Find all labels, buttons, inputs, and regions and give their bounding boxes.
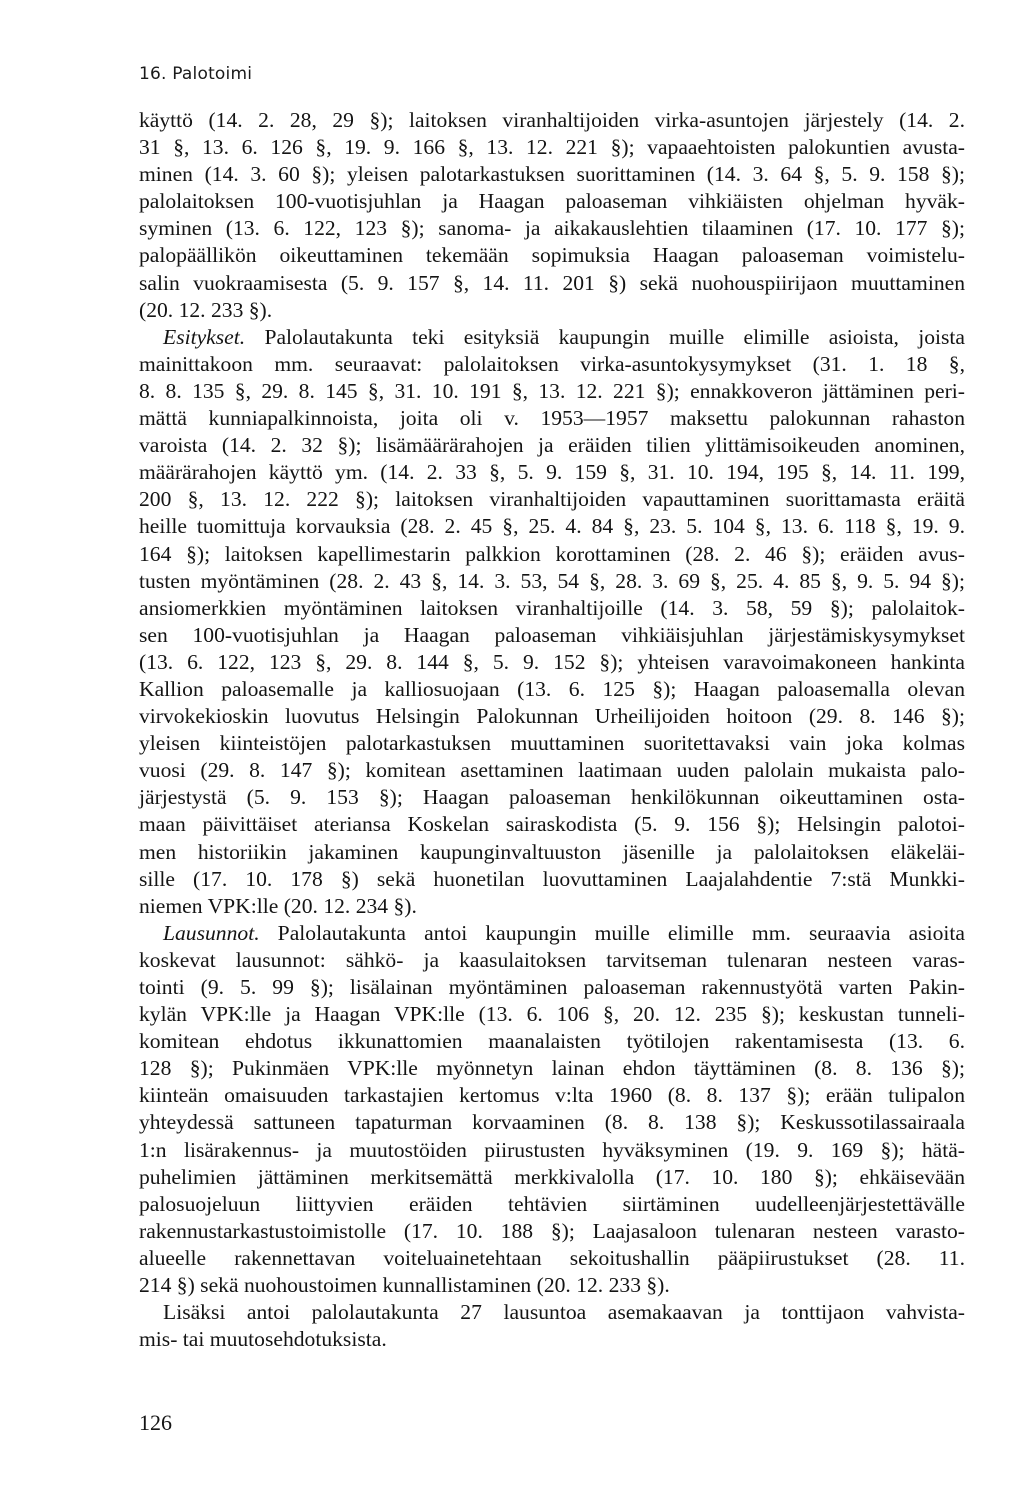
text-line-content: komitean ehdotus ikkunattomien maanalaisten työtilojen rakentamisesta (13. 6.	[139, 1029, 965, 1054]
text-line	[139, 1272, 965, 1299]
text-line	[139, 1245, 965, 1272]
text-line-content: vuosi (29. 8. 147 §); komitean asettaminen laatimaan uuden palolain mukaista palo-	[139, 758, 965, 783]
text-line-content: 214 §) sekä nuohoustoimen kunnallistaminen (20. 12. 233 §).	[139, 1273, 670, 1298]
text-line-content: alueelle rakennettavan voiteluainetehtaan sekoitushallin pääpiirustukset (28. 11.	[139, 1245, 965, 1270]
body-text	[139, 107, 965, 1353]
text-line	[139, 757, 965, 784]
text-line-content: 1:n lisärakennus- ja muutostöiden piirustusten hyväksyminen (19. 9. 169 §); hätä-	[139, 1137, 965, 1162]
text-line-content: yleisen kiinteistöjen palotarkastuksen muuttaminen suoritettavaksi vain joka kolmas	[139, 731, 965, 756]
text-line-content: virvokekioskin luovutus Helsingin Palokunnan Urheilijoiden hoitoon (29. 8. 146 §);	[139, 704, 965, 729]
text-line	[139, 1001, 965, 1028]
text-line	[139, 622, 965, 649]
text-line	[139, 920, 965, 947]
text-line	[139, 974, 965, 1001]
text-line	[139, 270, 965, 297]
text-line-content: Lisäksi antoi palolautakunta 27 lausuntoa asemakaavan ja tonttijaon vahvista-	[163, 1300, 965, 1325]
text-line-content: ansiomerkkien myöntäminen laitoksen viranhaltijoille (14. 3. 58, 59 §); palolaitok-	[139, 595, 965, 620]
text-line	[139, 1218, 965, 1245]
text-line	[139, 1299, 965, 1326]
text-line	[139, 893, 965, 920]
text-line-content: sille (17. 10. 178 §) sekä huonetilan luovuttaminen Laajalahdentie 7:stä Munkki-	[139, 866, 965, 891]
text-line	[139, 324, 965, 351]
text-line-content: mainittakoon mm. seuraavat: palolaitoksen virka-asuntokysymykset (31. 1. 18 §,	[139, 351, 965, 376]
text-line	[139, 297, 965, 324]
text-line-content: sen 100-vuotisjuhlan ja Haagan paloaseman vihkiäisjuhlan järjestämiskysymykset	[139, 622, 965, 647]
text-line-content: käyttö (14. 2. 28, 29 §); laitoksen viranhaltijoiden virka-asuntojen järjestely (14. 2.	[139, 108, 965, 132]
text-line-content: Palolautakunta teki esityksiä kaupungin muille elimille asioista, joista	[245, 324, 965, 349]
text-line	[139, 513, 965, 540]
text-line	[139, 161, 965, 188]
text-line-content: niemen VPK:lle (20. 12. 234 §).	[139, 893, 417, 918]
text-line	[139, 703, 965, 730]
text-line-content: salin vuokraamisesta (5. 9. 157 §, 14. 11. 201 §) sekä nuohouspiirijaon muuttaminen	[139, 270, 965, 295]
text-line	[139, 242, 965, 269]
text-line	[139, 188, 965, 215]
text-line	[139, 107, 965, 134]
text-line-content: määrärahojen käyttö ym. (14. 2. 33 §, 5. 9. 159 §, 31. 10. 194, 195 §, 14. 11. 199,	[139, 460, 965, 485]
text-line-content: minen (14. 3. 60 §); yleisen palotarkastuksen suorittaminen (14. 3. 64 §, 5. 9. 158 §);	[139, 162, 965, 187]
text-line-content: Palolautakunta antoi kaupungin muille elimille mm. seuraavia asioita	[259, 920, 965, 945]
text-line	[139, 1109, 965, 1136]
text-line	[139, 839, 965, 866]
text-line-content: heille tuomittuja korvauksia (28. 2. 45 §, 25. 4. 84 §, 23. 5. 104 §, 13. 6. 118 §, 19. 9.	[139, 514, 965, 539]
text-line-content: (13. 6. 122, 123 §, 29. 8. 144 §, 5. 9. 152 §); yhteisen varavoimakoneen hankinta	[139, 649, 965, 674]
text-line	[139, 1137, 965, 1164]
text-line-content: kiinteän omaisuuden tarkastajien kertomus v:lta 1960 (8. 8. 137 §); erään tulipalon	[139, 1083, 965, 1108]
text-line	[139, 730, 965, 757]
text-line	[139, 649, 965, 676]
text-line	[139, 866, 965, 893]
text-line-content: järjestystä (5. 9. 153 §); Haagan paloaseman henkilökunnan oikeuttaminen osta-	[139, 785, 965, 810]
text-line-content: puhelimien jättäminen merkitsemättä merkkivalolla (17. 10. 180 §); ehkäisevään	[139, 1164, 965, 1189]
text-line-content: tointi (9. 5. 99 §); lisälainan myöntäminen paloaseman rakennustyötä varten Pakin-	[139, 975, 965, 999]
text-line	[139, 541, 965, 568]
text-line-content: 31 §, 13. 6. 126 §, 19. 9. 166 §, 13. 12. 221 §); vapaaehtoisten palokuntien avusta-	[139, 135, 965, 160]
text-line	[139, 595, 965, 622]
text-line	[139, 215, 965, 242]
text-line-content: Kallion paloasemalle ja kalliosuojaan (13. 6. 125 §); Haagan paloasemalla olevan	[139, 676, 965, 701]
text-line-content: syminen (13. 6. 122, 123 §); sanoma- ja aikakauslehtien tilaaminen (17. 10. 177 §);	[139, 216, 965, 241]
text-line-content: palosuojeluun liittyvien eräiden tehtävien siirtäminen uudelleenjärjestettävälle	[139, 1191, 965, 1216]
text-line	[139, 432, 965, 459]
text-line	[139, 1191, 965, 1218]
text-line-content: mis- tai muutosehdotuksista.	[139, 1327, 387, 1352]
text-line-content: mättä kunniapalkinnoista, joita oli v. 1953—1957 maksettu palokunnan rahaston	[139, 406, 965, 431]
text-line-content: rakennustarkastustoimistolle (17. 10. 188 §); Laajasaloon tulenaran nesteen varasto-	[139, 1218, 965, 1243]
text-line-content: palopäällikön oikeuttaminen tekemään sopimuksia Haagan paloaseman voimistelu-	[139, 243, 965, 268]
text-line	[139, 676, 965, 703]
text-line	[139, 1055, 965, 1082]
text-line-content: tusten myöntäminen (28. 2. 43 §, 14. 3. 53, 54 §, 28. 3. 69 §, 25. 4. 85 §, 9. 5. 94 §);	[139, 568, 965, 593]
text-line	[139, 1028, 965, 1055]
text-line	[139, 459, 965, 486]
text-line	[139, 134, 965, 161]
text-line-content: palolaitoksen 100-vuotisjuhlan ja Haagan paloaseman vihkiäisten ohjelman hyväk-	[139, 189, 965, 214]
text-line-content: yhteydessä sattuneen tapaturman korvaaminen (8. 8. 138 §); Keskussotilassairaala	[139, 1110, 965, 1135]
text-line	[139, 1326, 965, 1353]
section-lead: Lausunnot.	[163, 920, 260, 945]
text-line	[139, 351, 965, 378]
text-line-content: (20. 12. 233 §).	[139, 297, 273, 322]
text-line-content: 128 §); Pukinmäen VPK:lle myönnetyn lainan ehdon täyttäminen (8. 8. 136 §);	[139, 1056, 965, 1081]
text-line	[139, 405, 965, 432]
text-line-content: maan päivittäiset ateriansa Koskelan sairaskodista (5. 9. 156 §); Helsingin palotoi-	[139, 812, 965, 837]
text-line-content: koskevat lausunnot: sähkö- ja kaasulaitoksen tarvitseman tulenaran nesteen varas-	[139, 947, 965, 972]
running-header: 16. Palotoimi	[139, 64, 253, 84]
text-line	[139, 568, 965, 595]
text-line-content: men historiikin jakaminen kaupunginvaltuuston jäsenille ja palolaitoksen eläkeläi-	[139, 839, 965, 864]
text-line	[139, 1082, 965, 1109]
text-line	[139, 947, 965, 974]
page-number: 126	[139, 1410, 172, 1435]
text-line-content: varoista (14. 2. 32 §); lisämäärärahojen ja eräiden tilien ylittämisoikeuden anominen,	[139, 433, 965, 458]
text-line	[139, 784, 965, 811]
text-line-content: 164 §); laitoksen kapellimestarin palkkion korottaminen (28. 2. 46 §); eräiden avus-	[139, 541, 965, 566]
text-line	[139, 486, 965, 513]
text-line-content: 200 §, 13. 12. 222 §); laitoksen viranhaltijoiden vapauttaminen suorittamasta eräitä	[139, 487, 965, 512]
text-line-content: kylän VPK:lle ja Haagan VPK:lle (13. 6. 106 §, 20. 12. 235 §); keskustan tunneli-	[139, 1002, 965, 1027]
text-line	[139, 1164, 965, 1191]
text-line-content: 8. 8. 135 §, 29. 8. 145 §, 31. 10. 191 §, 13. 12. 221 §); ennakkoveron jättäminen peri-	[139, 378, 965, 403]
text-line	[139, 811, 965, 838]
text-line	[139, 378, 965, 405]
section-lead: Esitykset.	[163, 324, 246, 349]
